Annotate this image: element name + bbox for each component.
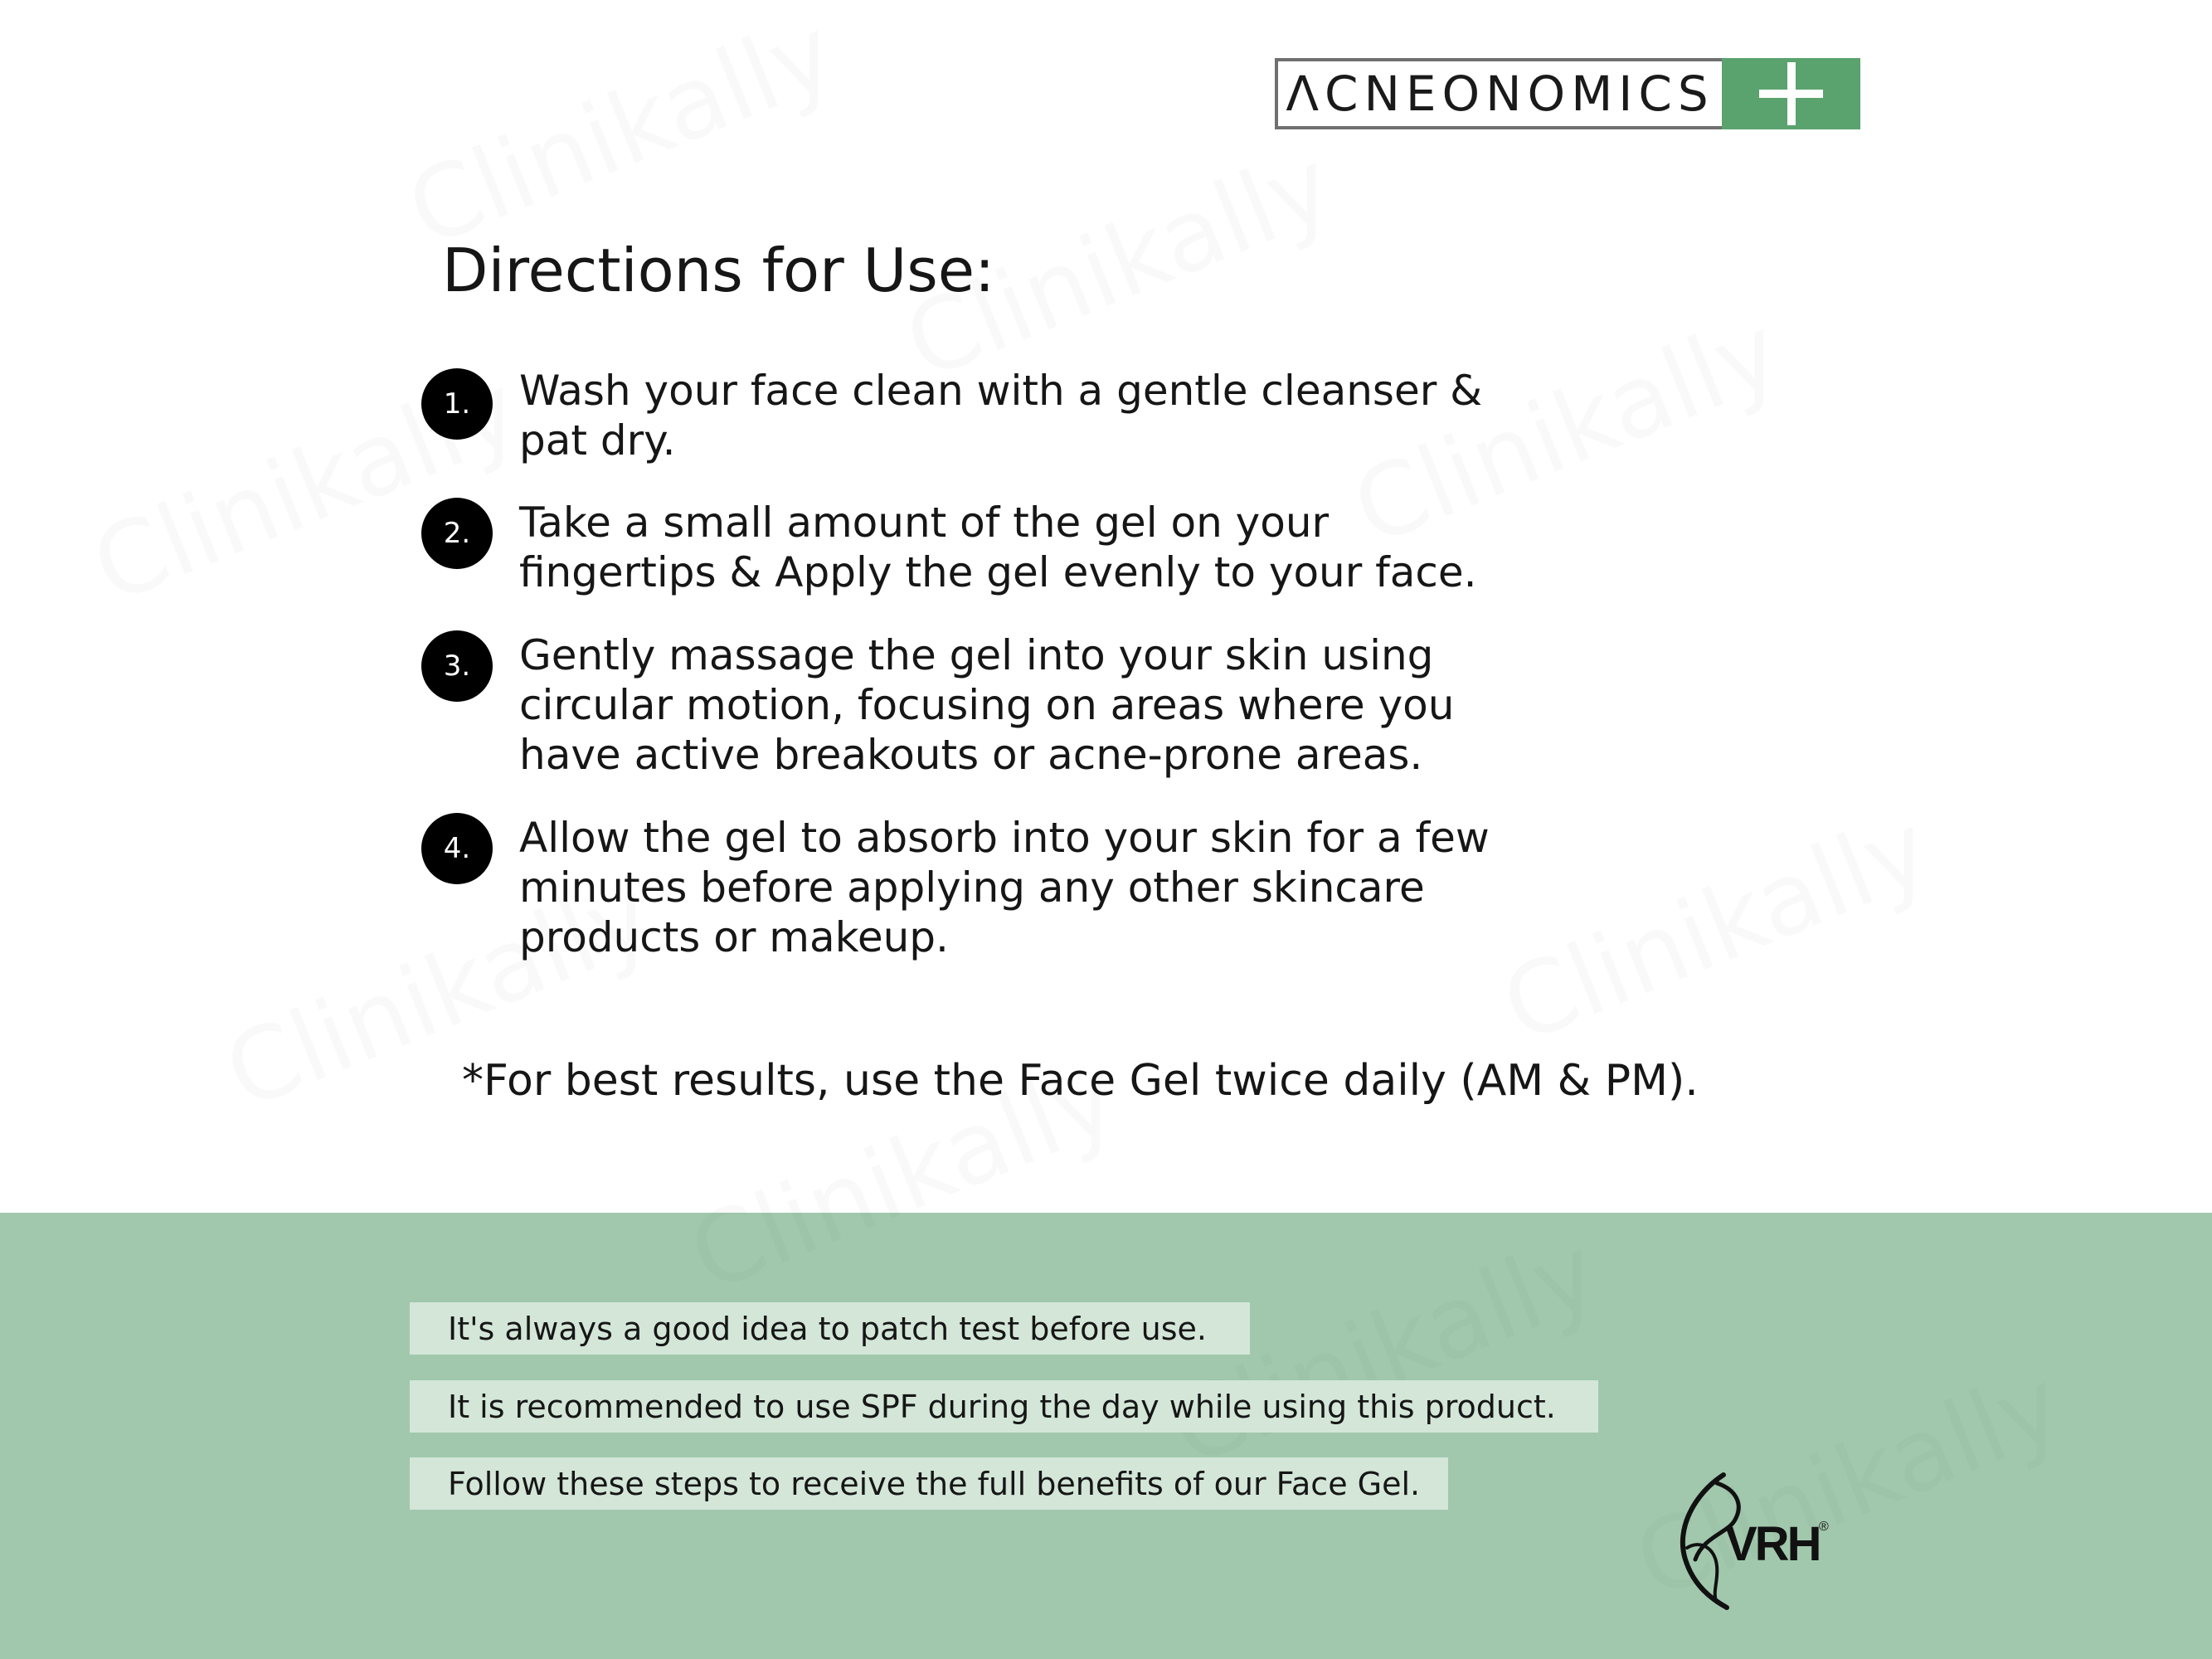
step-number-badge: 2. (421, 498, 493, 569)
vrh-wordmark: VRH (1725, 1517, 1820, 1571)
vrh-logo (1667, 1468, 1837, 1613)
note-patch-test: It's always a good idea to patch test before use. (410, 1302, 1250, 1355)
note-full-benefits: Follow these steps to receive the full benefits of our Face Gel. (410, 1457, 1448, 1510)
notes-panel (0, 1213, 2212, 1659)
step-number-badge: 1. (421, 368, 493, 440)
acneonomics-logo (1275, 58, 1860, 129)
step-text: Gently massage the gel into your skin using circular motion, focusing on areas where you have active breakouts or acne-prone areas. (519, 631, 1455, 779)
note-spf: It is recommended to use SPF during the day while using this product. (410, 1380, 1598, 1433)
page-title: Directions for Use: (442, 236, 995, 305)
step-text: Wash your face clean with a gentle cleanser & pat dry. (519, 367, 1483, 465)
registered-mark: ® (1819, 1520, 1829, 1534)
step-number-badge: 3. (421, 630, 493, 702)
step-text: Allow the gel to absorb into your skin for a few minutes before applying any other skincare products or makeup. (519, 814, 1490, 961)
step-text: Take a small amount of the gel on your fingertips & Apply the gel evenly to your face. (519, 499, 1477, 596)
step-number-badge: 4. (421, 813, 493, 884)
usage-footnote: *For best results, use the Face Gel twice daily (AM & PM). (462, 1056, 1699, 1106)
brand-name: ΛCNEONOMICS (1275, 58, 1722, 129)
plus-icon (1722, 58, 1860, 129)
